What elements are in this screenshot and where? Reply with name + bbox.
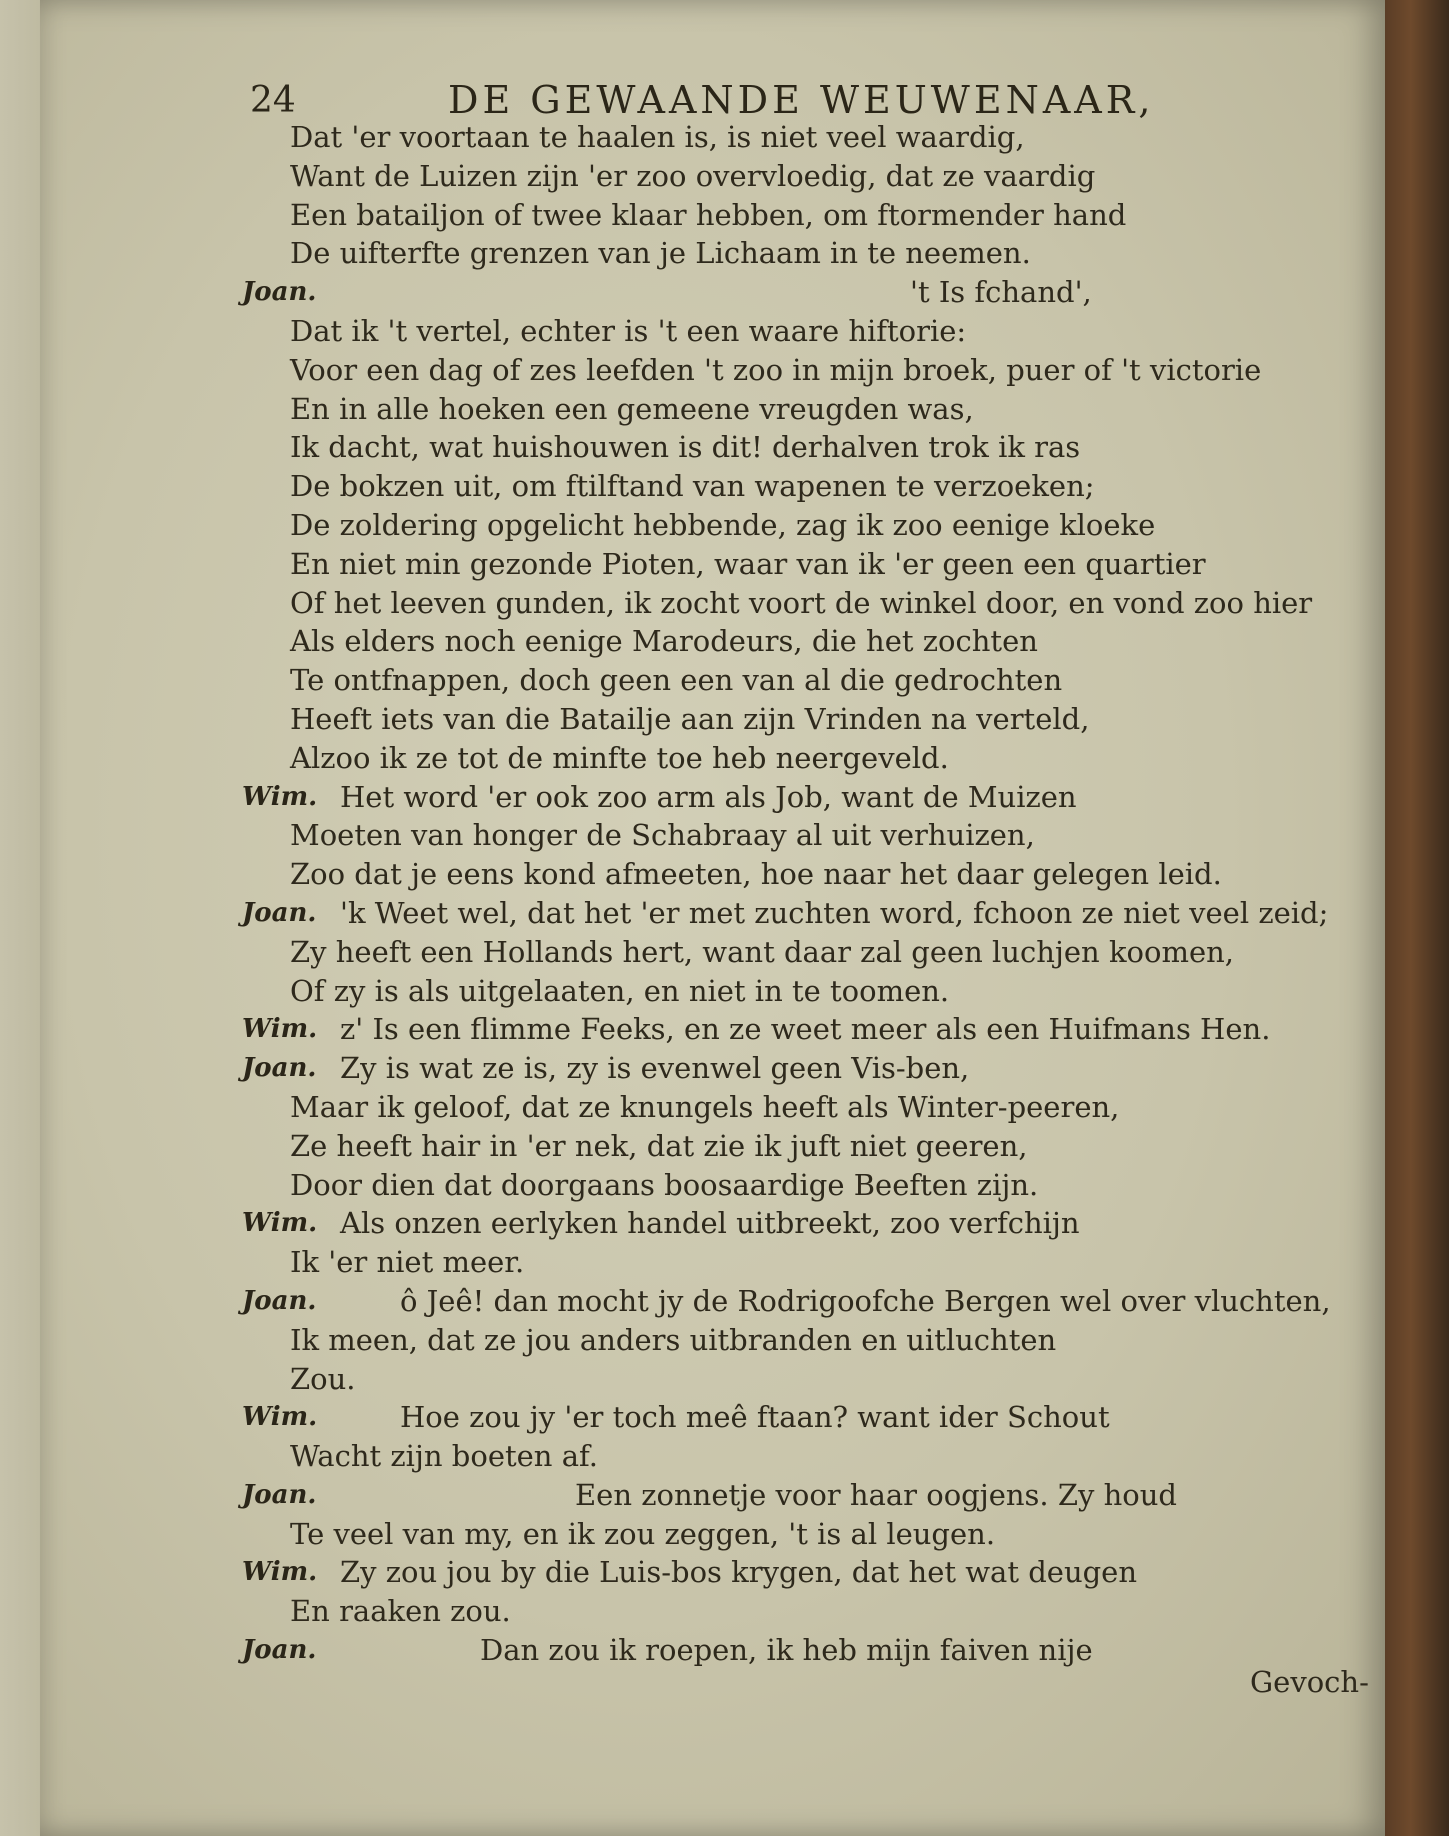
speaker-name: Wim.: [242, 1014, 318, 1045]
verse-line-text: Zou.: [290, 1361, 356, 1396]
running-title: DE GEWAANDE WEUWENAAR,: [448, 78, 1155, 122]
verse-line: [242, 1476, 1380, 1515]
verse-line-text: 'k Weet wel, dat het 'er met zuchten word, fchoon ze niet veel zeid;: [340, 895, 1329, 930]
verse-line: [290, 972, 1380, 1011]
verse-line-text: De zoldering opgelicht hebbende, zag ik zoo eenige kloeke: [290, 507, 1156, 542]
verse-line: [242, 894, 1380, 933]
speaker-name: Wim.: [242, 1402, 318, 1433]
verse-line: [290, 816, 1380, 855]
verse-line: [242, 1282, 1380, 1321]
verse-line: [290, 390, 1380, 429]
verse-line-text: Dat ik 't vertel, echter is 't een waare hiftorie:: [290, 313, 967, 348]
verse-line-text: De uifterfte grenzen van je Lichaam in te neemen.: [290, 236, 1031, 271]
verse-line: [290, 1243, 1380, 1282]
verse-line-text: De bokzen uit, om ftilftand van wapenen te verzoeken;: [290, 469, 1095, 504]
verse-line: [290, 234, 1380, 273]
speaker-name: Joan.: [242, 1635, 317, 1666]
speaker-name: Wim.: [242, 1208, 318, 1239]
verse-line: [290, 1321, 1380, 1360]
verse-line-text: Door dien dat doorgaans boosaardige Beeften zijn.: [290, 1167, 1039, 1202]
verse-line-text: Zy heeft een Hollands hert, want daar zal geen luchjen koomen,: [290, 934, 1235, 969]
verse-line-text: Zy is wat ze is, zy is evenwel geen Vis-ben,: [340, 1051, 970, 1086]
verse-line-text: ô Jeê! dan mocht jy de Rodrigoofche Bergen wel over vluchten,: [400, 1283, 1331, 1318]
verse-line: [290, 933, 1380, 972]
verse-line-text: Als elders noch eenige Marodeurs, die het zochten: [290, 624, 1038, 659]
speaker-name: Joan.: [242, 1479, 317, 1510]
verse-line-text: Te ontfnappen, doch geen een van al die gedrochten: [290, 663, 1063, 698]
verse-line-text: Wacht zijn boeten af.: [290, 1439, 598, 1474]
verse-line-text: Dan zou ik roepen, ik heb mijn faiven nije: [480, 1633, 1093, 1668]
verse-line-text: En niet min gezonde Pioten, waar van ik 'er geen een quartier: [290, 546, 1206, 581]
verse-line: [290, 1437, 1380, 1476]
speaker-name: Joan.: [242, 1053, 317, 1084]
verse-line-text: Ik 'er niet meer.: [290, 1245, 525, 1280]
verse-line-text: Moeten van honger de Schabraay al uit verhuizen,: [290, 818, 1035, 853]
verse-line-text: En raaken zou.: [290, 1594, 511, 1629]
verse-line: [290, 1360, 1380, 1399]
verse-line-text: Hoe zou jy 'er toch meê ftaan? want ider Schout: [400, 1400, 1110, 1435]
verse-line-text: Zy zou jou by die Luis-bos krygen, dat het wat deugen: [340, 1555, 1138, 1590]
verse-line-text: Maar ik geloof, dat ze knungels heeft als Winter-peeren,: [290, 1089, 1120, 1124]
verse-line: [290, 118, 1380, 157]
verse-line: [290, 428, 1380, 467]
verse-line-text: Het word 'er ook zoo arm als Job, want de Muizen: [340, 779, 1077, 814]
speaker-name: Joan.: [242, 1285, 317, 1316]
verse-line-text: Want de Luizen zijn 'er zoo overvloedig, dat ze vaardig: [290, 158, 1096, 193]
verse-line: [242, 1631, 1380, 1670]
verse-line-text: Ze heeft hair in 'er nek, dat zie ik juft niet geeren,: [290, 1128, 1028, 1163]
speaker-name: Wim.: [242, 1557, 318, 1588]
verse-line: [290, 467, 1380, 506]
verse-line-text: Een zonnetje voor haar oogjens. Zy houd: [575, 1477, 1177, 1512]
verse-line: [290, 855, 1380, 894]
verse-line-text: Zoo dat je eens kond afmeeten, hoe naar het daar gelegen leid.: [290, 857, 1222, 892]
verse-line: [290, 700, 1380, 739]
speaker-name: Wim.: [242, 781, 318, 812]
verse-line: [290, 1515, 1380, 1554]
verse-line: [290, 1166, 1380, 1205]
verse-line: [290, 1088, 1380, 1127]
verse-line: [290, 545, 1380, 584]
verse-line-text: z' Is een flimme Feeks, en ze weet meer als een Huifmans Hen.: [340, 1012, 1271, 1047]
speaker-name: Joan.: [242, 897, 317, 928]
verse-line: [242, 1010, 1380, 1049]
book-cover-edge: [1385, 0, 1449, 1836]
verse-line: [242, 778, 1380, 817]
verse-line: [242, 1049, 1380, 1088]
verse-line: [242, 273, 1380, 312]
verse-line-text: Of zy is als uitgelaaten, en niet in te toomen.: [290, 973, 950, 1008]
verse-line-text: Alzoo ik ze tot de minfte toe heb neergeveld.: [290, 740, 949, 775]
verse-line: [290, 506, 1380, 545]
verse-line-text: 't Is fchand',: [910, 275, 1092, 310]
verse-line-text: Een batailjon of twee klaar hebben, om ftormender hand: [290, 197, 1127, 232]
verse-line-text: Dat 'er voortaan te haalen is, is niet veel waardig,: [290, 120, 1025, 154]
verse-line: [290, 739, 1380, 778]
verse-line: [290, 1592, 1380, 1631]
verse-line-text: Ik meen, dat ze jou anders uitbranden en uitluchten: [290, 1322, 1057, 1357]
speaker-name: Joan.: [242, 277, 317, 308]
verse-line: [290, 196, 1380, 235]
catchword: Gevoch-: [1250, 1665, 1369, 1699]
verse-line: [290, 312, 1380, 351]
verse-text: [242, 118, 1380, 1670]
verse-line: [290, 1127, 1380, 1166]
verse-line-text: En in alle hoeken een gemeene vreugden was,: [290, 391, 974, 426]
page-number: 24: [250, 80, 296, 121]
verse-line: [242, 1553, 1380, 1592]
verse-line-text: Voor een dag of zes leefden 't zoo in mijn broek, puer of 't victorie: [290, 352, 1262, 387]
verse-line: [290, 584, 1380, 623]
verse-line-text: Als onzen eerlyken handel uitbreekt, zoo verfchijn: [340, 1206, 1080, 1241]
verse-line: [290, 351, 1380, 390]
verse-line: [242, 1398, 1380, 1437]
verse-line: [290, 622, 1380, 661]
verse-line: [242, 1204, 1380, 1243]
verse-line-text: Te veel van my, en ik zou zeggen, 't is al leugen.: [290, 1516, 996, 1551]
verse-line: [290, 157, 1380, 196]
verse-line-text: Of het leeven gunden, ik zocht voort de winkel door, en vond zoo hier: [290, 585, 1313, 620]
verse-line-text: Ik dacht, wat huishouwen is dit! derhalven trok ik ras: [290, 430, 1081, 465]
verse-line-text: Heeft iets van die Batailje aan zijn Vrinden na verteld,: [290, 701, 1090, 736]
verse-line: [290, 661, 1380, 700]
